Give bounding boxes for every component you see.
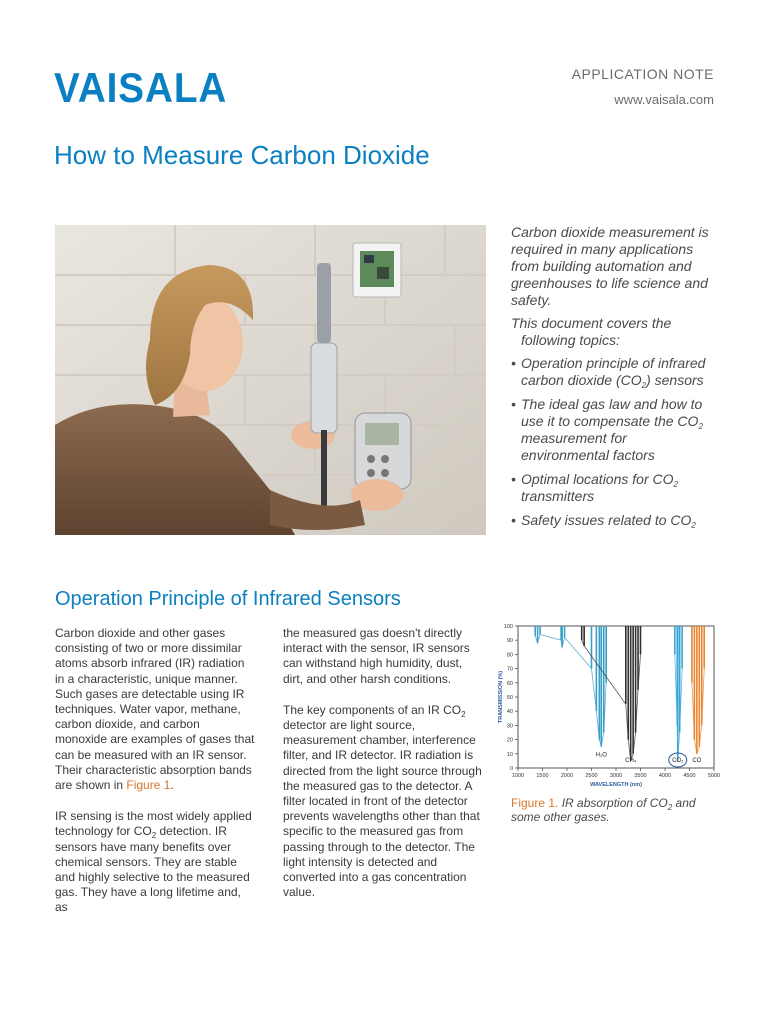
section-heading: Operation Principle of Infrared Sensors xyxy=(55,588,401,610)
y-tick-label: 70 xyxy=(506,666,513,673)
list-item: • Operation principle of infrared carbon dioxide $(CO_2)$ sensors xyxy=(511,355,711,389)
figure-1-link[interactable]: Figure 1 xyxy=(126,778,171,793)
document-type: APPLICATION NOTE xyxy=(571,66,714,82)
body-paragraph: IR sensing is the most widely applied technology for $CO_2$ detection. IR sensors have many benefits over chemical sensors. They are stable and highly selective to the measured gas. They have a long lifetime and, as xyxy=(55,809,252,915)
x-tick-label: 2000 xyxy=(560,773,574,779)
x-tick-label: 2500 xyxy=(585,773,598,779)
y-tick-label: 0 xyxy=(509,766,513,772)
y-tick-label: 80 xyxy=(506,652,513,659)
x-tick-label: 4000 xyxy=(658,773,672,779)
x-axis-label: WAVELENGTH (nm) xyxy=(590,782,642,788)
x-tick-label: 1500 xyxy=(536,773,549,779)
body-column-1 xyxy=(55,626,255,932)
y-tick-label: 40 xyxy=(506,709,513,716)
y-tick-label: 30 xyxy=(506,723,513,730)
topics-lead: This document covers the following topics: xyxy=(511,315,672,348)
series-label: CO xyxy=(692,758,702,764)
figure-label: Figure 1. xyxy=(511,796,559,810)
series-label: CH₄ xyxy=(625,758,637,764)
y-tick-label: 50 xyxy=(506,695,513,701)
list-item: • The ideal gas law and how to use it to compensate the $CO_2$ measurement for environmental factors xyxy=(511,396,711,464)
body-paragraph: The key components of an IR $CO_2$ detector are light source, measurement chamber, interference filter, and IR detector. IR radiation is directed from the light source through the measured gas to the detector. A filter located in front of the detector prevents wavelengths other than that specific to the measured gas from passing through to the detector. The light intensity is detected and converted into a gas concentration value. xyxy=(283,702,482,900)
website-url[interactable]: www.vaisala.com xyxy=(614,92,714,107)
x-tick-label: 3000 xyxy=(609,773,623,779)
vaisala-logo: VAISALA xyxy=(54,64,228,111)
body-column-2 xyxy=(283,626,483,916)
y-axis-label: TRANSMISSION (%) xyxy=(498,670,504,724)
y-tick-label: 10 xyxy=(506,751,513,758)
person-with-co2-meter-image xyxy=(55,225,486,535)
intro-paragraph: Carbon dioxide measurement is required in many applications from building automation and greenhouses to life science and safety. xyxy=(511,224,709,308)
series-label: CO₂ xyxy=(672,758,684,764)
list-item: • Optimal locations for $CO_2$ transmitters xyxy=(511,471,711,505)
plot-frame xyxy=(518,626,714,768)
y-tick-label: 100 xyxy=(503,624,513,630)
x-tick-label: 3500 xyxy=(634,773,647,779)
page-title: How to Measure Carbon Dioxide xyxy=(54,140,430,170)
y-tick-label: 60 xyxy=(506,680,513,687)
intro-sidebar xyxy=(511,224,711,536)
x-tick-label: 5000 xyxy=(707,773,721,779)
body-paragraph: Carbon dioxide and other gases consisting of two or more dissimilar atoms absorb infrared (IR) radiation in a characteristic, unique manner. Such gases are detectable using IR techniques. Water vapor, methane, carbon dioxide, and carbon monoxide are examples of gases that can be measured with an IR sensor. Their characteristic absorption bands are shown in Figure 1. xyxy=(55,626,255,793)
list-item: • Safety issues related to $CO_2$ xyxy=(511,512,711,529)
figure-caption: Figure 1. IR absorption of $CO_2$ and some other gases. xyxy=(511,796,696,824)
body-paragraph: the measured gas doesn't directly interact with the sensor, IR sensors can withstand high humidity, dust, dirt, and other harsh conditions. xyxy=(283,626,470,686)
y-tick-label: 90 xyxy=(506,638,513,645)
series-label: H₂O xyxy=(595,752,607,759)
x-tick-label: 1000 xyxy=(511,773,525,779)
y-tick-label: 20 xyxy=(506,737,513,744)
topics-list xyxy=(511,355,711,529)
ir-absorption-chart xyxy=(496,620,726,790)
x-tick-label: 4500 xyxy=(683,773,696,779)
